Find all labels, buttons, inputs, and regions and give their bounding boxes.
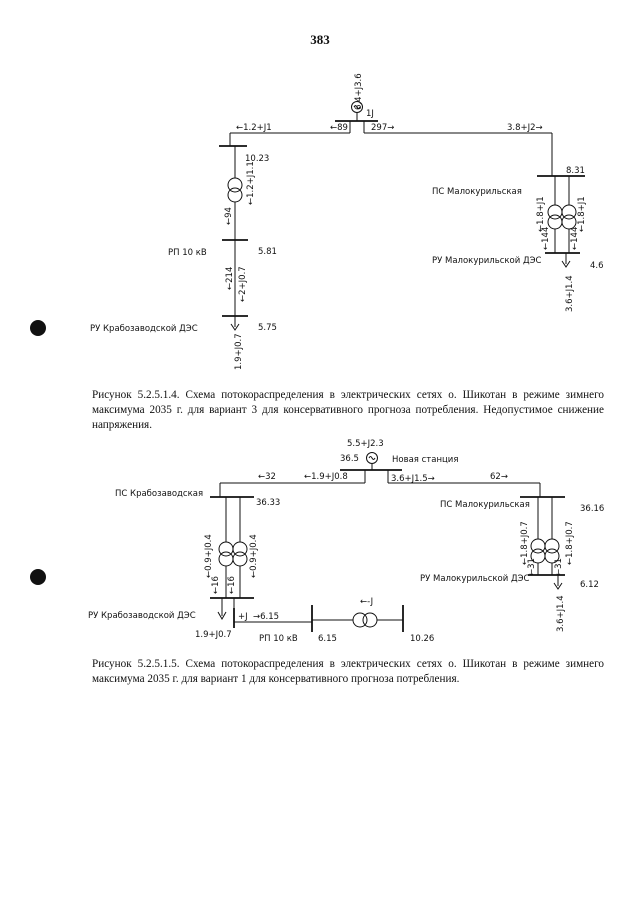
right-flow-label: 3.6+J1.5→ [391, 474, 435, 484]
transformer-winding [228, 188, 242, 202]
ps-malo-label: ПС Малокурильская [432, 187, 522, 197]
t1-pq-label: ←1.2+J1.1 [246, 161, 256, 205]
rp-10kv-label: РП 10 кВ [168, 248, 207, 258]
transformer-winding [363, 613, 377, 627]
v-ps-malo: 8.31 [566, 166, 585, 176]
load-kraboz-label: 1.9+J0.7 [234, 333, 244, 370]
kr-t-pq-left: ←0.9+J0.4 [204, 534, 214, 578]
v-615-b: 6.15 [318, 634, 337, 644]
ru-malo-label: РУ Малокурильской ДЭС [432, 256, 542, 266]
figure-1-caption: Рисунок 5.2.5.1.4. Схема потокораспределения в электрических сетях о. Шикотан в режиме зимнего максимума 2035 г. для вариант 3 для консервативного прогноза потребления. Недопустимое снижение напряжения. [92, 389, 604, 431]
transformer-winding [233, 552, 247, 566]
v-kraboz: 5.75 [258, 323, 277, 333]
figure-1-diagram [90, 73, 604, 370]
ps-kraboz-label: ПС Крабозаводская [115, 489, 204, 499]
kr-t-p-right: ←16 [227, 576, 237, 594]
l2-p-label: ←214 [225, 266, 235, 290]
v-gen: 36.5 [340, 454, 359, 464]
ru-kraboz-label: РУ Крабозаводской ДЭС [90, 324, 198, 334]
v-rp: 5.81 [258, 247, 277, 257]
v-ps-malo: 36.16 [580, 504, 605, 514]
kr-t-p-left: ←16 [211, 576, 221, 594]
v-ps-kraboz: 36.33 [256, 498, 281, 508]
t1-p-label: ←94 [224, 207, 234, 225]
ps-malo-label: ПС Малокурильская [440, 500, 530, 510]
gen-power-label: 5.5+J2.3 [347, 439, 384, 449]
ml-t-pq-right: ←1.8+J0.7 [565, 521, 575, 565]
malo-t-pq-left: ←1.8+J1 [536, 196, 546, 232]
kr-t-pq-right: ←0.9+J0.4 [249, 534, 259, 578]
station-label: Новая станция [392, 455, 459, 465]
load-kraboz-label: 1.9+J0.7 [195, 630, 232, 640]
load-malo-label: 3.6+J1.4 [556, 595, 566, 632]
left-p-label: ←89 [330, 123, 348, 133]
left-flow-label: ←1.2+J1 [236, 123, 272, 133]
v-10-26: 10.26 [410, 634, 435, 644]
ml-t-p-right: ←31 [554, 558, 564, 576]
ru-kraboz-label: РУ Крабозаводской ДЭС [88, 611, 196, 621]
v-615-a: →6.15 [253, 612, 280, 622]
left-flow-label: ←1.9+J0.8 [304, 472, 348, 482]
malo-t-p-left: ←144 [541, 226, 551, 250]
l2-pq-label: ←2+J0.7 [238, 266, 248, 302]
malo-t-pq-right: ←1.8+J1 [577, 196, 587, 232]
v-ru-malo: 4.6 [590, 261, 604, 271]
right-p-label: 297→ [371, 123, 395, 133]
right-flow-label: 3.8+J2→ [507, 123, 543, 133]
malo-t-p-right: ←144 [570, 226, 580, 250]
ml-t-pq-left: ←1.8+J0.7 [520, 521, 530, 565]
tr-flow-label: ←-J [360, 597, 374, 607]
generator-wave-icon [369, 457, 375, 460]
page-number: 383 [310, 32, 330, 47]
v-10-23: 10.23 [245, 154, 270, 164]
right-p-label: 62→ [490, 472, 508, 482]
v-ru-malo: 6.12 [580, 580, 599, 590]
j-left-label: +J [238, 612, 248, 622]
load-malo-label: 3.6+J1.4 [565, 275, 575, 312]
figure-2-diagram [88, 439, 604, 644]
ml-t-p-left: ←31 [527, 558, 537, 576]
node-1j-label: 1J [366, 109, 374, 119]
ru-malo-label: РУ Малокурильской ДЭС [420, 574, 530, 584]
left-p-label: ←32 [258, 472, 276, 482]
rp-10kv-label: РП 10 кВ [259, 634, 298, 644]
gen-power-label: 6.4+J3.6 [354, 73, 364, 110]
figure-2-caption: Рисунок 5.2.5.1.5. Схема потокораспределения в электрических сетях о. Шикотан в режиме зимнего максимума 2035 г. для вариант 1 для консервативного прогноза потребления. [92, 658, 604, 685]
transformer-winding [219, 552, 233, 566]
